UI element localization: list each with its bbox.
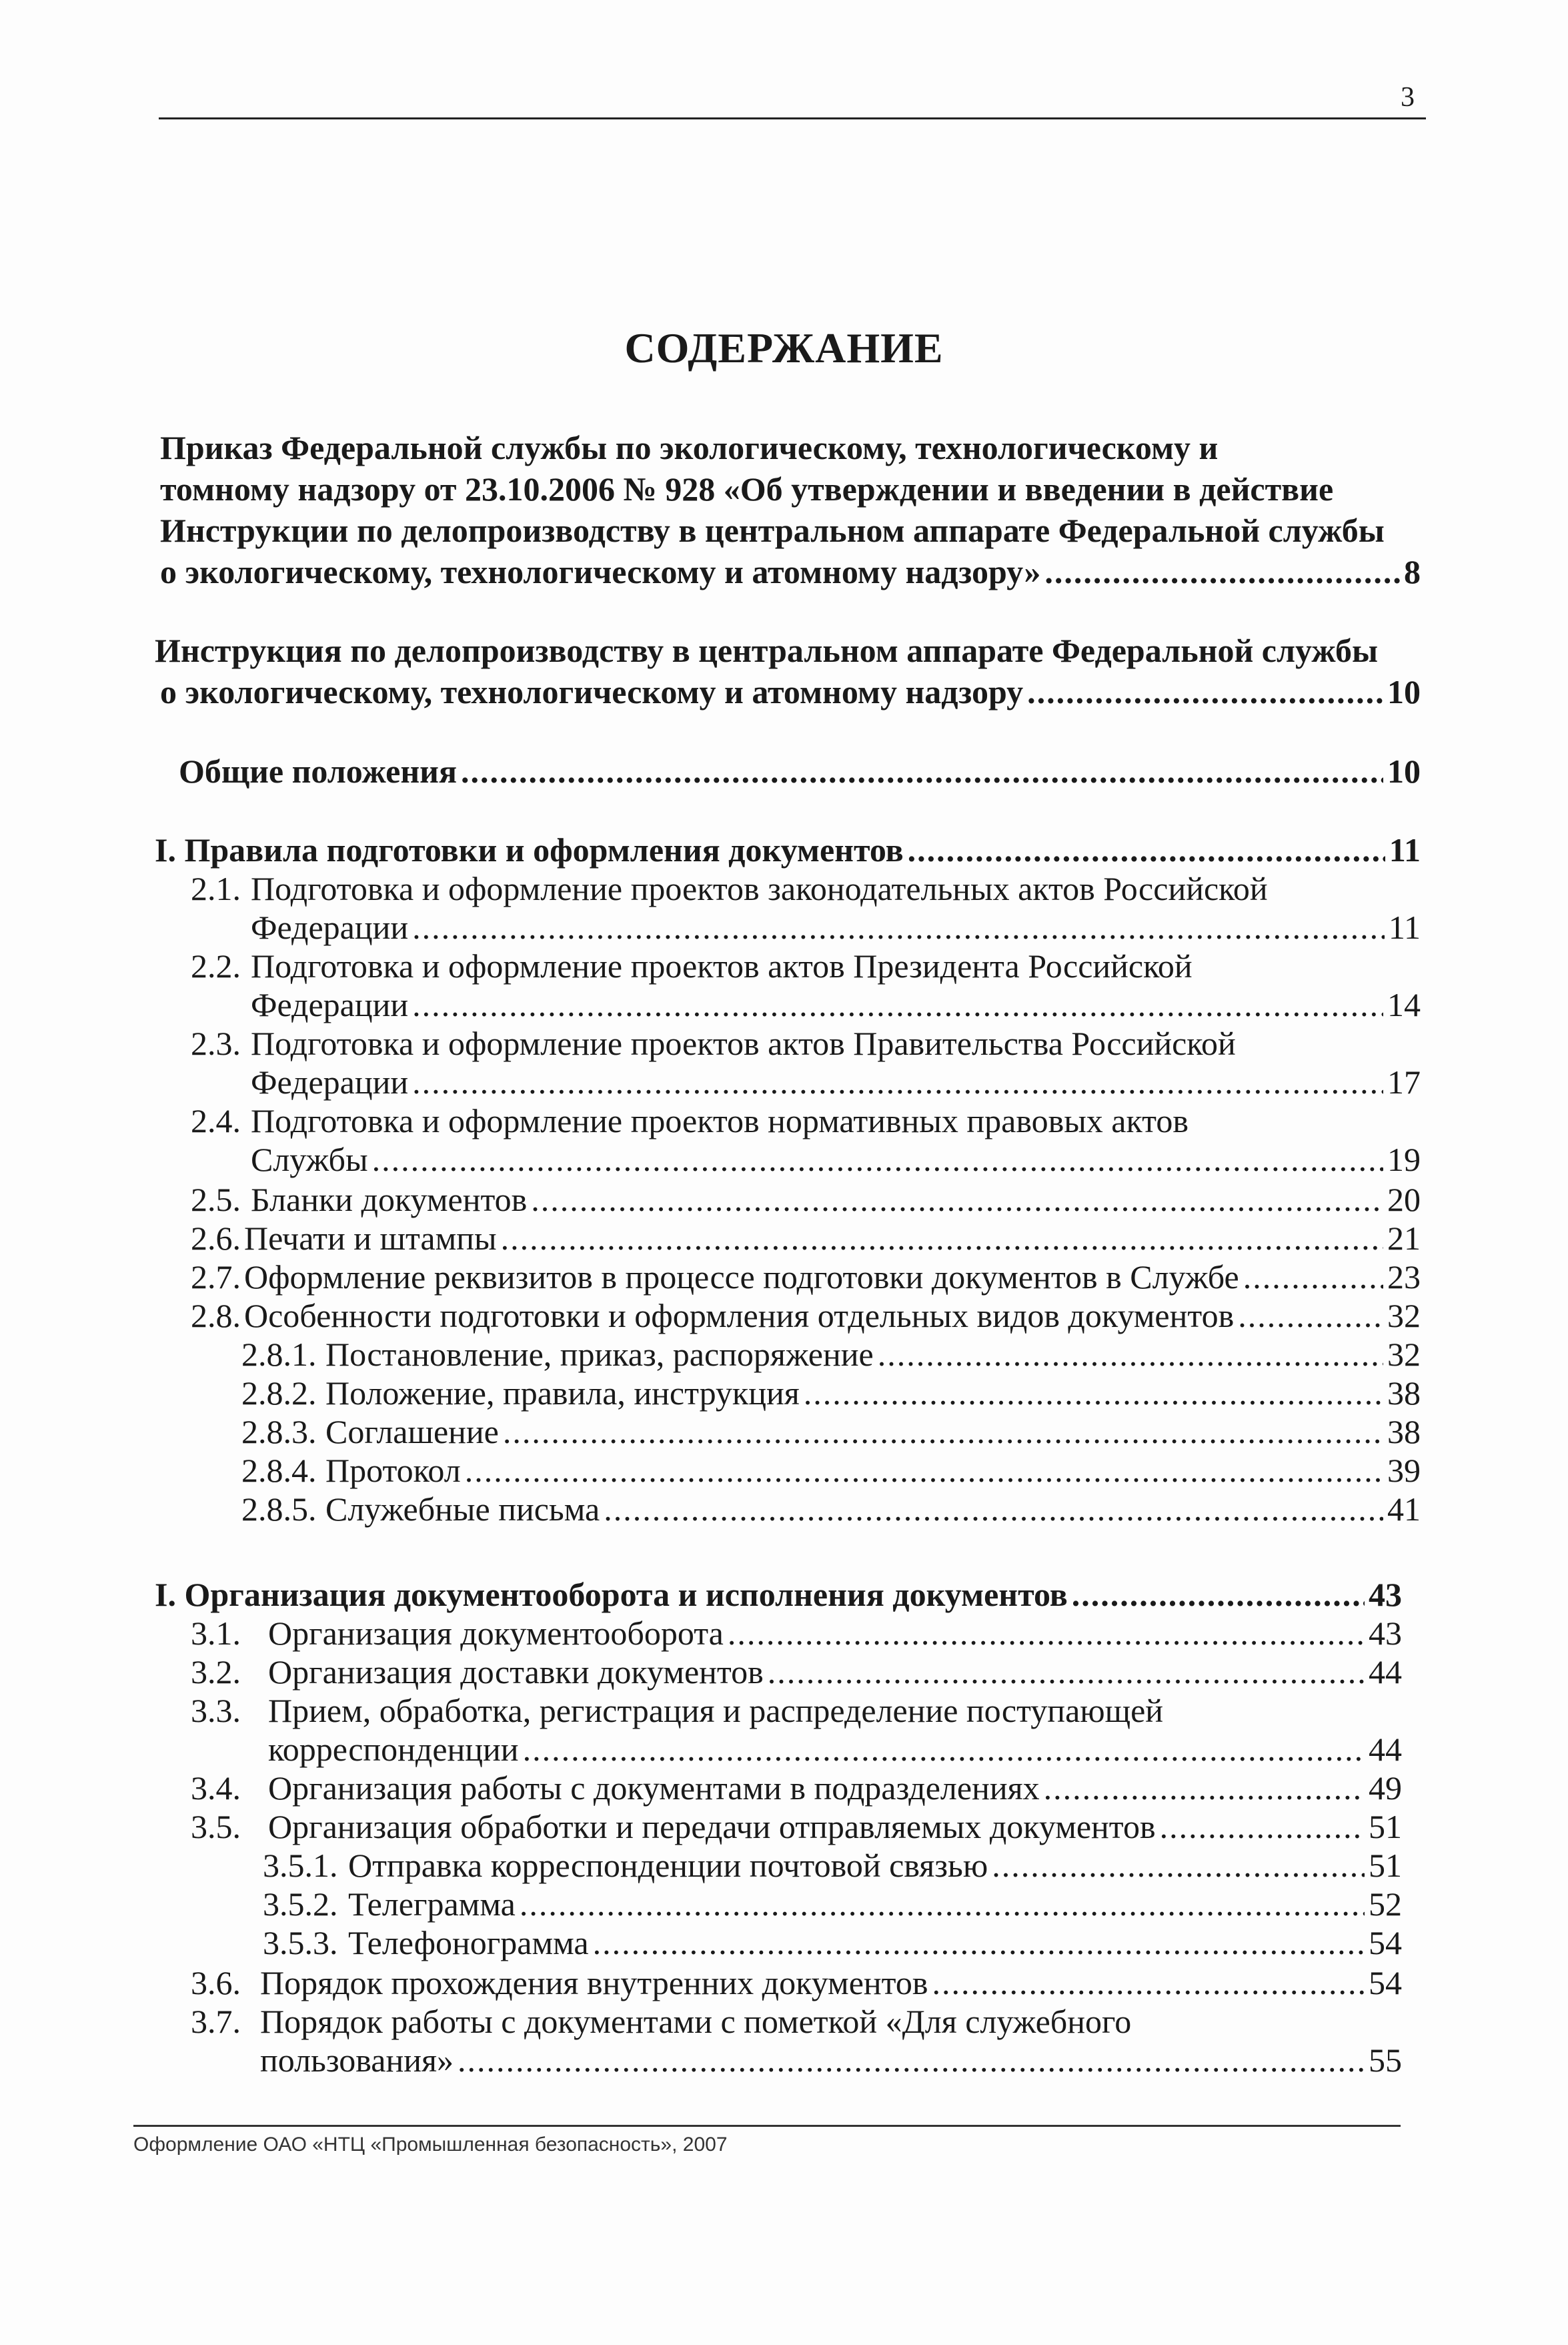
toc-page-number: 55 bbox=[1369, 2041, 1402, 2079]
toc-entry-label: Организация работы с документами в подразделениях bbox=[268, 1769, 1040, 1807]
toc-entry-label: корреспонденции bbox=[268, 1731, 519, 1768]
toc-page-number: 44 bbox=[1369, 1653, 1402, 1691]
toc-entry-2-3[interactable] bbox=[251, 1062, 1421, 1102]
footer-rule bbox=[133, 2125, 1401, 2127]
toc-entry-label: Подготовка и оформление проектов актов Правительства Российской bbox=[251, 1025, 1236, 1062]
page-title: СОДЕРЖАНИЕ bbox=[624, 324, 944, 372]
toc-instruction-line-1: Инструкция по делопроизводству в центральном аппарате Федеральной службы bbox=[155, 632, 1379, 669]
toc-entry-number: 2.8.1. bbox=[241, 1336, 317, 1373]
toc-entry-2-5[interactable] bbox=[191, 1180, 1421, 1220]
toc-entry-number: 3.7. bbox=[191, 2003, 241, 2040]
toc-entry-label: Телеграмма bbox=[348, 1885, 516, 1923]
toc-entry-number: 2.3. bbox=[191, 1025, 241, 1062]
toc-entry-3-4[interactable] bbox=[191, 1768, 1402, 1808]
toc-entry-label: Телефонограмма bbox=[348, 1924, 589, 1961]
toc-entry-label: Оформление реквизитов в процессе подготовки документов в Службе bbox=[244, 1258, 1239, 1296]
toc-entry-label: Организация обработки и передачи отправляемых документов bbox=[268, 1808, 1156, 1845]
toc-entry-label: Положение, правила, инструкция bbox=[325, 1374, 800, 1412]
dot-leader bbox=[412, 1062, 1383, 1102]
dot-leader bbox=[804, 1373, 1383, 1413]
toc-entry-number: 2.8.2. bbox=[241, 1374, 317, 1412]
toc-page-number: 10 bbox=[1387, 753, 1421, 790]
toc-entry-label: Постановление, приказ, распоряжение bbox=[325, 1336, 874, 1373]
dot-leader bbox=[768, 1652, 1365, 1692]
dot-leader bbox=[932, 1963, 1365, 2003]
toc-order-line-1: Приказ Федеральной службы по экологическому, технологическому и bbox=[160, 429, 1219, 466]
toc-entry-label: Подготовка и оформление проектов нормативных правовых актов bbox=[251, 1102, 1189, 1139]
dot-leader bbox=[412, 907, 1385, 947]
toc-entry-number: 2.7. bbox=[191, 1258, 241, 1296]
toc-page-number: 20 bbox=[1387, 1181, 1421, 1218]
toc-entry-2-8-1[interactable] bbox=[241, 1334, 1421, 1374]
toc-section-2[interactable] bbox=[155, 830, 1421, 870]
toc-entry-label: пользования» bbox=[260, 2041, 454, 2079]
toc-entry-label: о экологическому, технологическому и атомному надзору bbox=[160, 673, 1024, 711]
toc-entry-number: 2.5. bbox=[191, 1181, 241, 1218]
toc-entry-number: 3.5.1. bbox=[263, 1847, 338, 1884]
dot-leader bbox=[1072, 1574, 1365, 1614]
toc-entry-label: Общие положения bbox=[179, 753, 458, 790]
dot-leader bbox=[503, 1412, 1383, 1452]
toc-entry-number: 2.8. bbox=[191, 1297, 241, 1334]
toc-entry-number: 3.1. bbox=[191, 1614, 241, 1652]
toc-page-number: 11 bbox=[1388, 909, 1421, 946]
toc-entry-label: Федерации bbox=[251, 909, 409, 946]
dot-leader bbox=[593, 1923, 1365, 1963]
toc-entry-number: 3.2. bbox=[191, 1653, 241, 1691]
toc-entry-3-2[interactable] bbox=[191, 1652, 1402, 1692]
toc-page-number: 14 bbox=[1387, 986, 1421, 1023]
dot-leader bbox=[908, 830, 1385, 870]
toc-entry-3-5[interactable] bbox=[191, 1807, 1402, 1847]
toc-entry-label: I. Организация документооборота и исполнения документов bbox=[155, 1576, 1068, 1613]
toc-entry-3-6[interactable] bbox=[191, 1963, 1402, 2003]
toc-page-number: 10 bbox=[1387, 673, 1421, 711]
toc-entry-number: 2.8.4. bbox=[241, 1452, 317, 1489]
page-number: 3 bbox=[1401, 82, 1415, 113]
dot-leader bbox=[465, 1450, 1383, 1490]
dot-leader bbox=[1160, 1807, 1365, 1847]
toc-order-line-3: Инструкции по делопроизводству в центральном аппарате Федеральной службы bbox=[160, 512, 1385, 549]
toc-entry-number: 2.8.3. bbox=[241, 1413, 317, 1450]
toc-entry-label: Протокол bbox=[325, 1452, 461, 1489]
toc-entry-label: Федерации bbox=[251, 986, 409, 1023]
toc-entry-2-8-4[interactable] bbox=[241, 1450, 1421, 1490]
dot-leader bbox=[461, 751, 1383, 791]
toc-entry-3-3[interactable] bbox=[268, 1729, 1402, 1769]
toc-entry-label: Особенности подготовки и оформления отдельных видов документов bbox=[244, 1297, 1235, 1334]
toc-entry-2-1[interactable] bbox=[251, 907, 1421, 947]
toc-page-number: 52 bbox=[1369, 1885, 1402, 1923]
toc-page-number: 54 bbox=[1369, 1924, 1402, 1961]
toc-order-line-2: томному надзору от 23.10.2006 № 928 «Об утверждении и введении в действие bbox=[160, 470, 1334, 508]
dot-leader bbox=[1044, 1768, 1365, 1808]
toc-page-number: 38 bbox=[1387, 1413, 1421, 1450]
dot-leader bbox=[523, 1729, 1365, 1769]
toc-entry-3-1[interactable] bbox=[191, 1613, 1402, 1653]
toc-entry-label: Организация доставки документов bbox=[268, 1653, 764, 1691]
toc-entry-2-2[interactable] bbox=[251, 985, 1421, 1025]
toc-entry-number: 2.8.5. bbox=[241, 1490, 317, 1528]
toc-page-number: 43 bbox=[1369, 1576, 1402, 1613]
toc-entry-2-7[interactable] bbox=[191, 1257, 1421, 1297]
toc-page-number: 44 bbox=[1369, 1731, 1402, 1768]
toc-entry-number: 2.6. bbox=[191, 1220, 241, 1257]
toc-page-number: 17 bbox=[1387, 1063, 1421, 1101]
toc-entry-3-7[interactable] bbox=[260, 2040, 1402, 2080]
toc-entry-2-8-2[interactable] bbox=[241, 1373, 1421, 1413]
toc-page-number: 43 bbox=[1369, 1614, 1402, 1652]
dot-leader bbox=[604, 1489, 1383, 1529]
dot-leader bbox=[520, 1884, 1365, 1924]
toc-entry-label: Организация документооборота bbox=[268, 1614, 724, 1652]
toc-entry-number: 3.4. bbox=[191, 1769, 241, 1807]
footer-credit: Оформление ОАО «НТЦ «Промышленная безопасность», 2007 bbox=[133, 2134, 728, 2156]
toc-entry-label: I. Правила подготовки и оформления документов bbox=[155, 831, 904, 869]
dot-leader bbox=[458, 2040, 1365, 2080]
dot-leader bbox=[878, 1334, 1383, 1374]
toc-entry-2-4[interactable] bbox=[251, 1139, 1421, 1180]
toc-page-number: 8 bbox=[1404, 553, 1421, 590]
toc-page-number: 32 bbox=[1387, 1336, 1421, 1373]
toc-page-number: 11 bbox=[1389, 831, 1421, 869]
toc-page-number: 21 bbox=[1387, 1220, 1421, 1257]
toc-entry-3-5-2[interactable] bbox=[263, 1884, 1402, 1924]
toc-entry-number: 2.2. bbox=[191, 947, 241, 985]
dot-leader bbox=[992, 1845, 1365, 1885]
dot-leader bbox=[1238, 1296, 1383, 1336]
toc-entry-label: Службы bbox=[251, 1141, 368, 1178]
dot-leader bbox=[1044, 552, 1400, 592]
toc-entry-2-8-3[interactable] bbox=[241, 1412, 1421, 1452]
toc-page-number: 49 bbox=[1369, 1769, 1402, 1807]
dot-leader bbox=[412, 985, 1383, 1025]
toc-entry-3-5-3[interactable] bbox=[263, 1923, 1402, 1963]
toc-section-3[interactable] bbox=[155, 1574, 1402, 1614]
dot-leader bbox=[728, 1613, 1365, 1653]
toc-entry-label: о экологическому, технологическому и атомному надзору» bbox=[160, 553, 1041, 590]
toc-entry-number: 3.5. bbox=[191, 1808, 241, 1845]
toc-entry-label: Соглашение bbox=[325, 1413, 499, 1450]
toc-entry-number: 2.4. bbox=[191, 1102, 241, 1139]
header-rule bbox=[159, 117, 1426, 119]
toc-entry-number: 3.6. bbox=[191, 1964, 241, 2001]
toc-entry-label: Порядок работы с документами с пометкой «Для служебного bbox=[260, 2003, 1132, 2040]
toc-page-number: 54 bbox=[1369, 1964, 1402, 2001]
dot-leader bbox=[372, 1139, 1383, 1180]
toc-entry-number: 3.5.3. bbox=[263, 1924, 338, 1961]
toc-entry-label: Подготовка и оформление проектов актов Президента Российской bbox=[251, 947, 1193, 985]
toc-entry-2-8-5[interactable] bbox=[241, 1489, 1421, 1529]
toc-entry-label: Федерации bbox=[251, 1063, 409, 1101]
toc-entry-order[interactable] bbox=[160, 552, 1421, 592]
toc-entry-number: 3.5.2. bbox=[263, 1885, 338, 1923]
toc-page-number: 41 bbox=[1387, 1490, 1421, 1528]
dot-leader bbox=[531, 1180, 1383, 1220]
toc-entry-label: Печати и штампы bbox=[244, 1220, 497, 1257]
toc-entry-label: Порядок прохождения внутренних документов bbox=[260, 1964, 928, 2001]
toc-entry-3-5-1[interactable] bbox=[263, 1845, 1402, 1885]
toc-entry-label: Подготовка и оформление проектов законодательных актов Российской bbox=[251, 870, 1268, 907]
toc-entry-label: Прием, обработка, регистрация и распределение поступающей bbox=[268, 1692, 1164, 1729]
dot-leader bbox=[1243, 1257, 1383, 1297]
toc-entry-2-6[interactable] bbox=[191, 1218, 1421, 1258]
dot-leader bbox=[1027, 672, 1383, 712]
toc-page-number: 38 bbox=[1387, 1374, 1421, 1412]
toc-page-number: 39 bbox=[1387, 1452, 1421, 1489]
toc-entry-instruction[interactable] bbox=[160, 672, 1421, 712]
dot-leader bbox=[501, 1218, 1383, 1258]
toc-entry-label: Бланки документов bbox=[251, 1181, 528, 1218]
toc-entry-number: 3.3. bbox=[191, 1692, 241, 1729]
toc-page-number: 32 bbox=[1387, 1297, 1421, 1334]
toc-entry-general[interactable] bbox=[179, 751, 1421, 791]
toc-page-number: 51 bbox=[1369, 1847, 1402, 1884]
toc-page-number: 51 bbox=[1369, 1808, 1402, 1845]
toc-entry-2-8[interactable] bbox=[191, 1296, 1421, 1336]
toc-entry-number: 2.1. bbox=[191, 870, 241, 907]
toc-entry-label: Отправка корреспонденции почтовой связью bbox=[348, 1847, 988, 1884]
toc-entry-label: Служебные письма bbox=[325, 1490, 600, 1528]
toc-page-number: 19 bbox=[1387, 1141, 1421, 1178]
toc-page-number: 23 bbox=[1387, 1258, 1421, 1296]
